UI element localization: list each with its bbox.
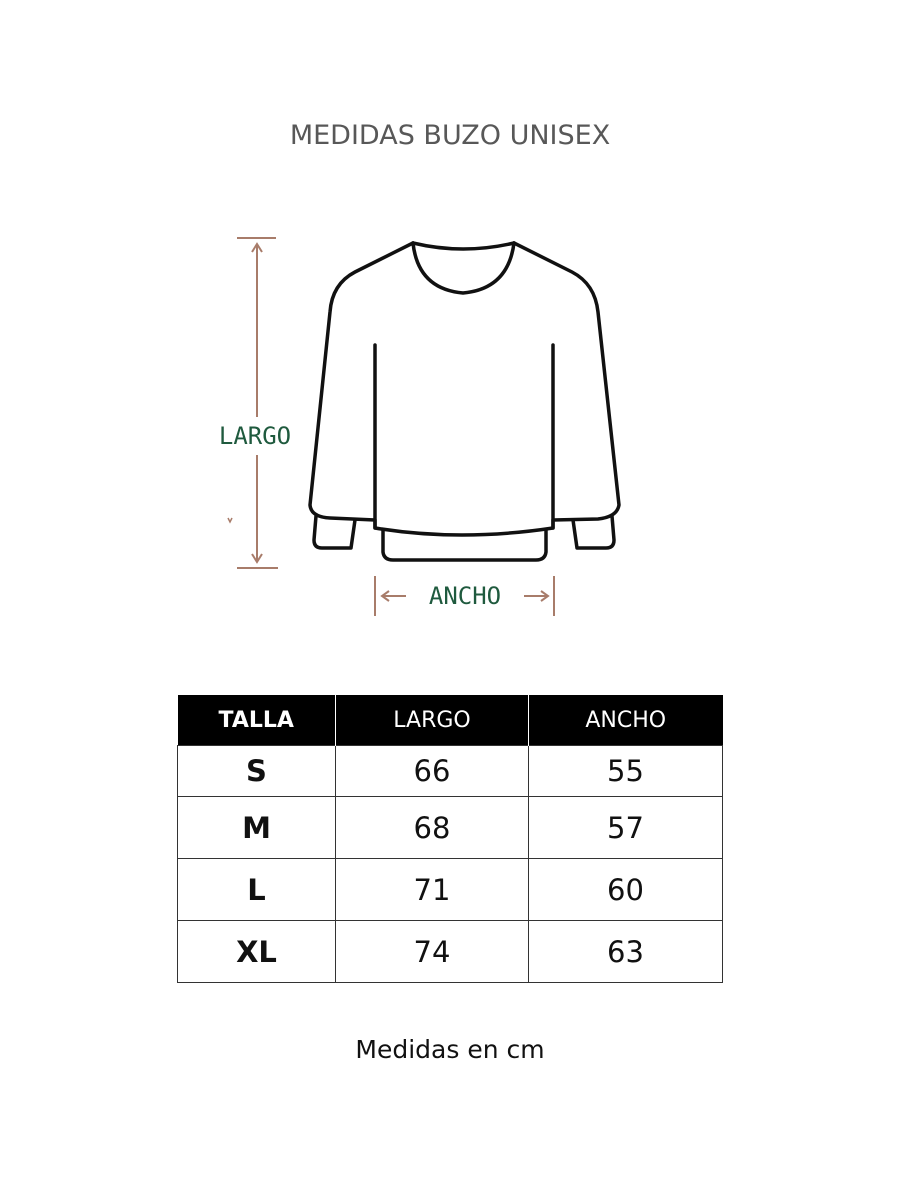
- size-table: [177, 695, 723, 983]
- length-label: LARGO: [218, 422, 292, 450]
- width-label: ANCHO: [428, 582, 502, 610]
- length-cell: 71: [336, 859, 529, 921]
- column-header-width: ANCHO: [529, 695, 723, 746]
- size-cell: XL: [178, 921, 336, 983]
- width-cell: 55: [529, 746, 723, 797]
- table-row: [178, 797, 723, 859]
- sweatshirt-icon: [310, 243, 619, 560]
- size-cell: S: [178, 746, 336, 797]
- length-cell: 68: [336, 797, 529, 859]
- table-row: [178, 859, 723, 921]
- length-arrow: [228, 238, 278, 568]
- width-cell: 63: [529, 921, 723, 983]
- column-header-size: TALLA: [178, 695, 336, 746]
- page-title: MEDIDAS BUZO UNISEX: [289, 120, 611, 151]
- length-cell: 74: [336, 921, 529, 983]
- size-cell: M: [178, 797, 336, 859]
- size-cell: L: [178, 859, 336, 921]
- table-header-row: [178, 695, 723, 746]
- length-cell: 66: [336, 746, 529, 797]
- width-cell: 57: [529, 797, 723, 859]
- units-note: Medidas en cm: [355, 1035, 545, 1064]
- table-row: [178, 746, 723, 797]
- table-row: [178, 921, 723, 983]
- column-header-length: LARGO: [336, 695, 529, 746]
- width-cell: 60: [529, 859, 723, 921]
